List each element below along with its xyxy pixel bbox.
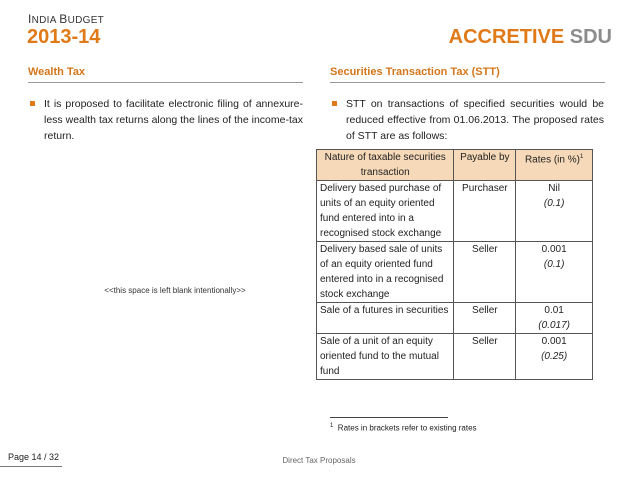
header-label-part-2: UDGET: [67, 15, 105, 26]
new-rate: 0.001: [541, 336, 567, 347]
old-rate: (0.017): [538, 320, 570, 331]
header-year: 2013-14: [27, 26, 101, 48]
new-rate: 0.001: [541, 244, 567, 255]
cell-rate: [516, 334, 593, 380]
table-row: [317, 181, 593, 242]
footer-title: Direct Tax Proposals: [282, 456, 356, 465]
footnote-ref: 1: [579, 154, 584, 160]
header-label-initial-2: B: [59, 12, 68, 26]
stt-title: Securities Transaction Tax (STT): [330, 66, 500, 78]
table-row: [317, 334, 593, 380]
bullet-marker: [332, 101, 337, 106]
page-number: Page 14 / 32: [8, 452, 60, 462]
brand-name-secondary: SDU: [564, 26, 612, 48]
header-label: [28, 12, 104, 26]
cell-payable: Purchaser: [454, 181, 516, 242]
wealth-tax-bullet: It is proposed to facilitate electronic filing of annexure-less wealth tax returns along the lines of the income-tax return.: [44, 98, 303, 142]
bullet-marker: [30, 101, 35, 106]
cell-payable: Seller: [454, 303, 516, 334]
stt-bullet: STT on transactions of specified securities would be reduced effective from 01.06.2013. The proposed rates of STT are as follows:: [346, 98, 604, 142]
wealth-tax-rule: [28, 82, 303, 83]
stt-rates-table: [316, 149, 593, 380]
stt-rule: [330, 82, 605, 83]
column-header-payable: Payable by: [454, 150, 516, 181]
column-header-nature: Nature of taxable securities transaction: [317, 150, 454, 181]
cell-rate: [516, 303, 593, 334]
new-rate: 0.01: [544, 305, 564, 316]
cell-rate: [516, 181, 593, 242]
brand-logo: [449, 26, 612, 49]
cell-rate: [516, 242, 593, 303]
footnote-number: 1: [330, 423, 334, 429]
footnote: [330, 423, 477, 433]
cell-nature: Delivery based purchase of units of an equity oriented fund entered into in a recognised stock exchange: [317, 181, 454, 242]
cell-payable: Seller: [454, 334, 516, 380]
cell-nature: Sale of a unit of an equity oriented fund to the mutual fund: [317, 334, 454, 380]
table-header-row: [317, 150, 593, 181]
blank-space-note: <<this space is left blank intentionally>>: [104, 286, 246, 295]
cell-nature: Sale of a futures in securities: [317, 303, 454, 334]
new-rate: Nil: [548, 183, 560, 194]
column-header-rates: [516, 150, 593, 181]
old-rate: (0.25): [541, 351, 568, 362]
brand-name-primary: ACCRETIVE: [448, 26, 565, 48]
old-rate: (0.1): [543, 198, 565, 209]
footnote-divider: [330, 417, 448, 418]
table-row: [317, 242, 593, 303]
header-label-initial-1: I: [28, 12, 32, 26]
footnote-text: Rates in brackets refer to existing rates: [337, 423, 477, 433]
old-rate: (0.1): [543, 259, 565, 270]
column-header-rates-label: Rates (in %): [524, 154, 580, 166]
cell-payable: Seller: [454, 242, 516, 303]
cell-nature: Delivery based sale of units of an equity oriented fund entered into in a recognised stock exchange: [317, 242, 454, 303]
table-row: [317, 303, 593, 334]
header-label-part-1: NDIA: [31, 15, 60, 26]
wealth-tax-title: Wealth Tax: [28, 66, 86, 78]
